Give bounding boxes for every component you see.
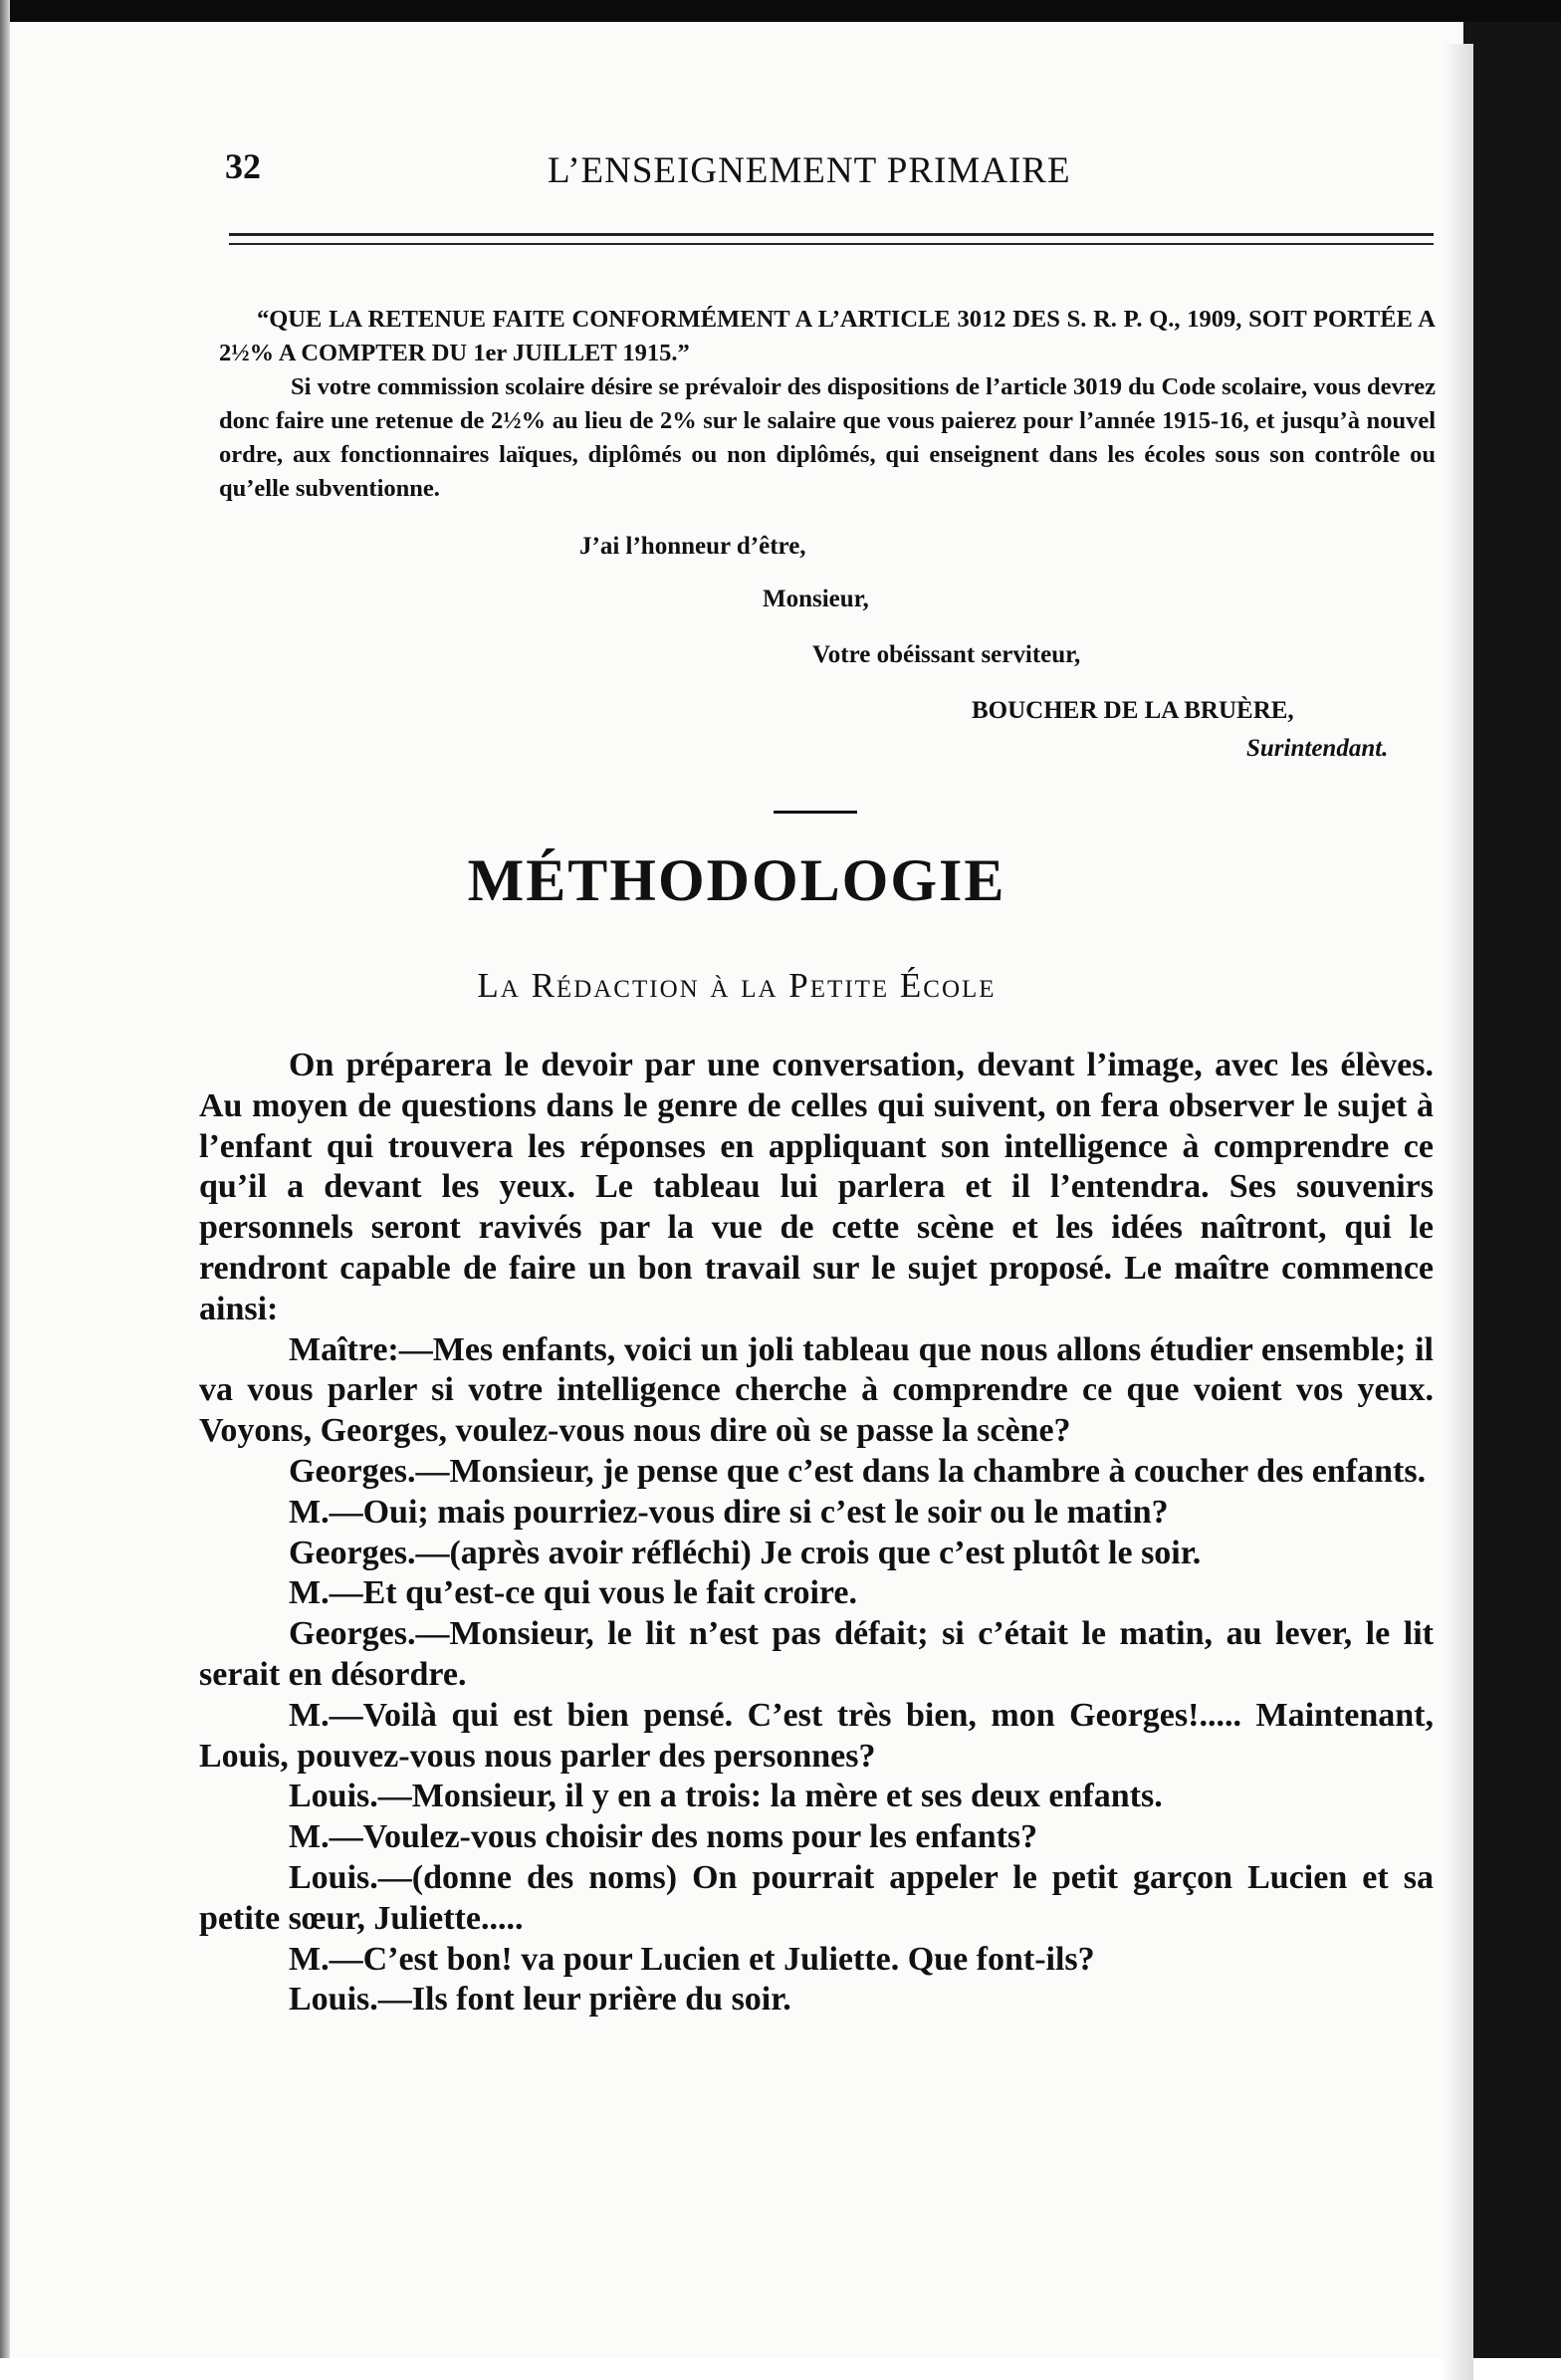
body-paragraph: Louis.—(donne des noms) On pourrait appeler le petit garçon Lucien et sa petite sœur, Juliette.....	[199, 1858, 1434, 1937]
closing-line-2: Monsieur,	[763, 586, 869, 612]
running-title: L’ENSEIGNEMENT PRIMAIRE	[548, 150, 1071, 191]
body-paragraph: M.—Et qu’est-ce qui vous le fait croire.	[289, 1574, 857, 1612]
section-title: MÉTHODOLOGIE	[467, 847, 1006, 913]
letter-block	[219, 303, 1436, 506]
section-subtitle: La Rédaction à la Petite École	[477, 966, 997, 1005]
scan-border-left	[0, 0, 10, 2358]
body-paragraph: M.—Voulez-vous choisir des noms pour les enfants?	[289, 1818, 1038, 1856]
page-edge-shadow	[1444, 44, 1473, 2380]
letter-quote: “QUE LA RETENUE FAITE CONFORMÉMENT A L’ARTICLE 3012 DES S. R. P. Q., 1909, SOIT PORTÉE A 2½% A COMPTER DU 1er JUILLET 1915.”	[219, 306, 1436, 366]
page-number: 32	[225, 146, 261, 186]
body-paragraph: Louis.—Monsieur, il y en a trois: la mère et ses deux enfants.	[289, 1778, 1163, 1815]
document-page	[10, 22, 1463, 2358]
body-paragraph: M.—Oui; mais pourriez-vous dire si c’est le soir ou le matin?	[289, 1493, 1169, 1531]
signature-title: Surintendant.	[1246, 735, 1389, 762]
letter-paragraph: Si votre commission scolaire désire se prévaloir des dispositions de l’article 3019 du Code scolaire, vous devrez donc faire une retenue de 2½% au lieu de 2% sur le salaire que vous paierez pour l’année 1915-16, et jusqu’à nouvel ordre, aux fonctionnaires laïques, diplômés ou non diplômés, qui enseignent dans les écoles sous son contrôle ou qu’elle subventionne.	[219, 373, 1436, 502]
scan-border-top	[0, 0, 1561, 22]
closing-line-3: Votre obéissant serviteur,	[812, 641, 1081, 668]
body-paragraph: Georges.—Monsieur, je pense que c’est dans la chambre à coucher des enfants.	[289, 1452, 1427, 1490]
body-text	[199, 1046, 1434, 2021]
signature: BOUCHER DE LA BRUÈRE,	[972, 697, 1294, 724]
body-paragraph: Maître:—Mes enfants, voici un joli tableau que nous allons étudier ensemble; il va vous parler si votre intelligence cherche à comprendre ce que voient vos yeux. Voyons, Georges, voulez-vous nous dire où se passe la scène?	[199, 1330, 1434, 1450]
body-paragraph: M.—C’est bon! va pour Lucien et Juliette. Que font-ils?	[289, 1940, 1095, 1978]
body-paragraph: On préparera le devoir par une conversation, devant l’image, avec les élèves. Au moyen de questions dans le genre de celles qui suivent, on fera observer le sujet à l’enfant qui trouvera les réponses en appliquant son intelligence à comprendre ce qu’il a devant les yeux. Le tableau lui parlera et il l’entendra. Ses souvenirs personnels seront ravivés par la vue de cette scène et les idées naîtront, qui le rendront capable de faire un bon travail sur le sujet proposé. Le maître commence ainsi:	[199, 1047, 1434, 1327]
body-paragraph: Louis.—Ils font leur prière du soir.	[289, 1981, 791, 2019]
body-paragraph: Georges.—(après avoir réfléchi) Je crois que c’est plutôt le soir.	[289, 1534, 1202, 1571]
body-paragraph: Georges.—Monsieur, le lit n’est pas défait; si c’était le matin, au lever, le lit serait en désordre.	[199, 1615, 1434, 1693]
closing-line-1: J’ai l’honneur d’être,	[579, 533, 806, 560]
body-paragraph: M.—Voilà qui est bien pensé. C’est très bien, mon Georges!..... Maintenant, Louis, pouvez-vous nous parler des personnes?	[199, 1696, 1434, 1775]
scan-border-right	[1463, 22, 1561, 2358]
header-rule	[229, 233, 1434, 245]
section-separator	[774, 811, 857, 814]
